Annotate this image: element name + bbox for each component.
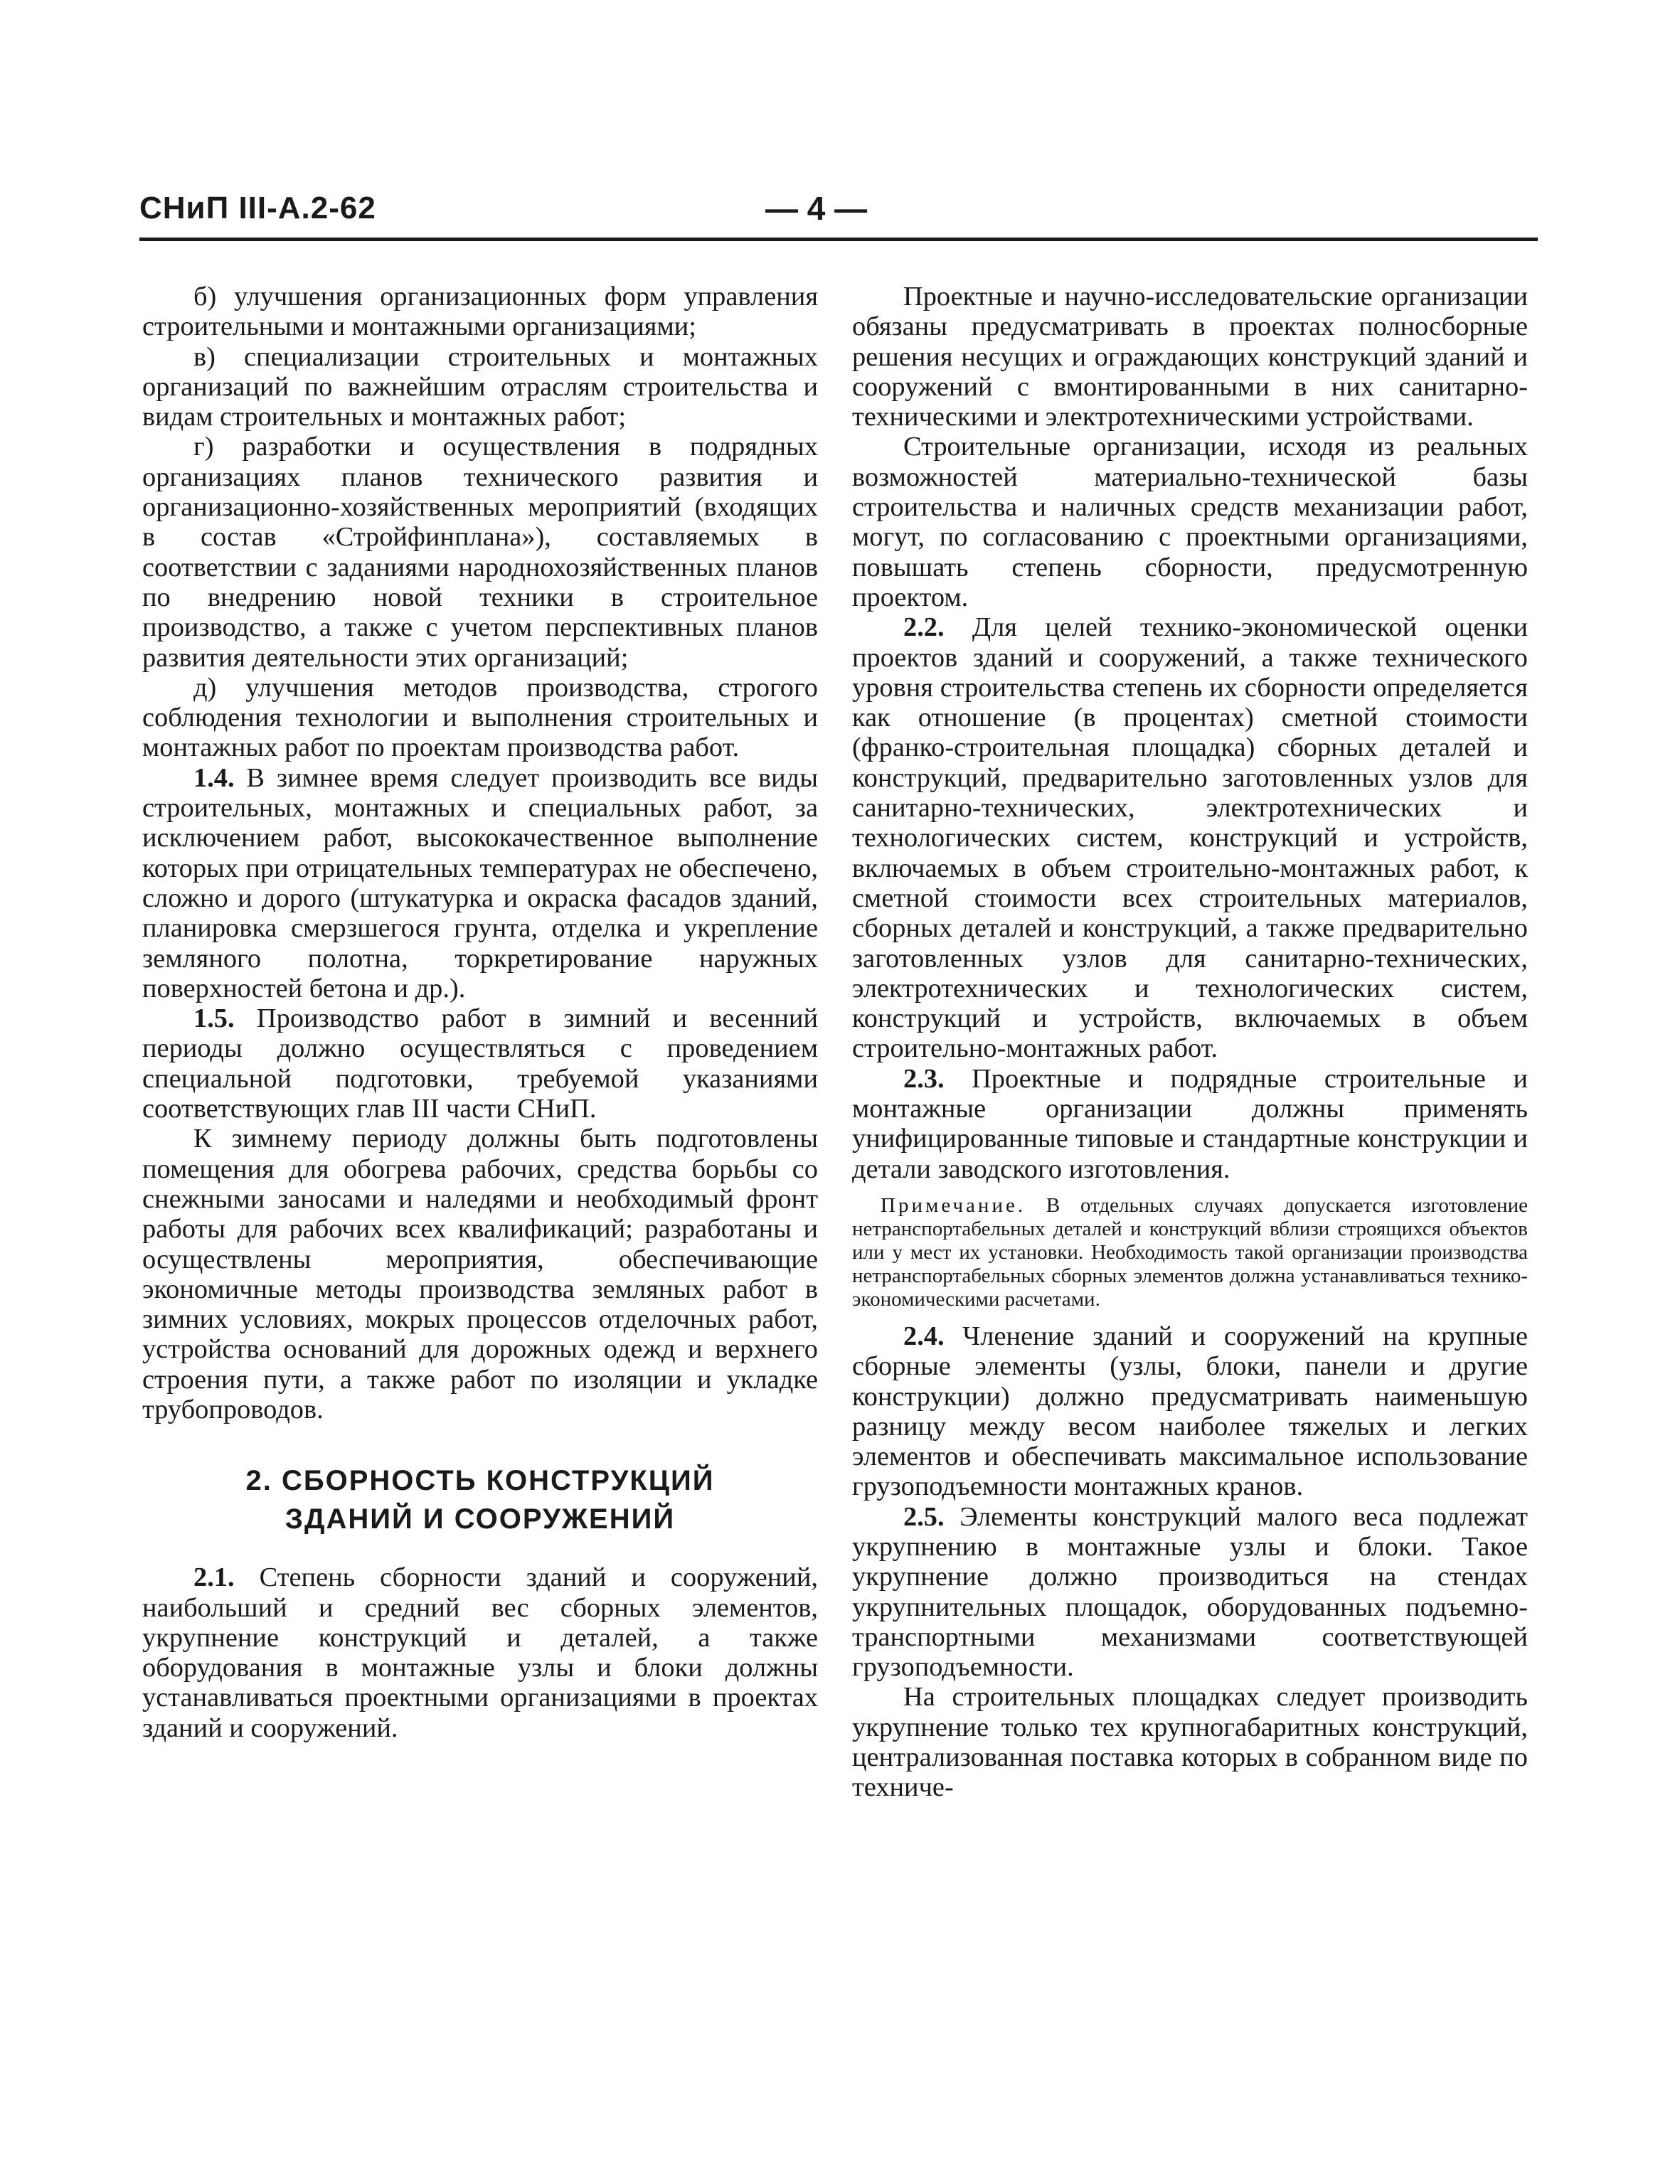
document-code: СНиП III-А.2-62 bbox=[139, 191, 376, 225]
clause-number: 2.5. bbox=[903, 1501, 945, 1532]
paragraph-design-organizations: Проектные и научно-исследовательские организации обязаны предусматривать в проектах полносборные решения несущих и ограждающих конструкций зданий и сооружений с вмонтированными в них санитарно-техническими и электротехническими устройствами. bbox=[852, 282, 1528, 432]
paragraph-construction-organizations: Строительные организации, исходя из реальных возможностей материально-технической базы строительства и наличных средств механизации работ, могут, по согласованию с проектными организациями, повышать степень сборности, предусмотренную проектом. bbox=[852, 432, 1528, 612]
clause-text: Проектные и подрядные строительные и монтажные организации должны применять унифицированные типовые и стандартные конструкции и детали заводского изготовления. bbox=[852, 1063, 1528, 1184]
paragraph-1-5 bbox=[142, 1003, 818, 1124]
paragraph-winter-preparation: К зимнему периоду должны быть подготовлены помещения для обогрева рабочих, средства борьбы со снежными заносами и наледями и необходимый фронт работы для рабочих всех квалификаций; разработаны и осуществлены мероприятия, обеспечивающие экономичные методы производства земляных работ в зимних условиях, мокрых процессов отделочных работ, устройства оснований для дорожных одежд и верхнего строения пути, а также работ по изоляции и укладке трубопроводов. bbox=[142, 1124, 818, 1424]
section-heading-line: ЗДАНИЙ И СООРУЖЕНИЙ bbox=[285, 1503, 676, 1535]
paragraph-2-5 bbox=[852, 1502, 1528, 1683]
paragraph-2-4 bbox=[852, 1321, 1528, 1502]
note-paragraph bbox=[852, 1194, 1528, 1311]
header-divider bbox=[139, 238, 1538, 241]
section-heading-line: 2. СБОРНОСТЬ КОНСТРУКЦИЙ bbox=[245, 1465, 715, 1497]
paragraph-item-v: в) специализации строительных и монтажных организаций по важнейшим отраслям строительства и видам строительных и монтажных работ; bbox=[142, 341, 818, 432]
paragraph-2-2 bbox=[852, 612, 1528, 1063]
clause-number: 2.2. bbox=[903, 612, 945, 643]
note-label: Примечание. bbox=[881, 1193, 1026, 1217]
paragraph-2-1 bbox=[142, 1562, 818, 1743]
paragraph-2-3 bbox=[852, 1064, 1528, 1184]
clause-number: 1.4. bbox=[193, 762, 235, 793]
clause-text: Членение зданий и сооружений на крупные сборные элементы (узлы, блоки, панели и другие конструкции) должно предусматривать наименьшую разницу между весом наиболее тяжелых и легких элементов и обеспечивать максимальное использование грузоподъемности монтажных кранов. bbox=[852, 1321, 1528, 1502]
paragraph-construction-sites: На строительных площадках следует производить укрупнение только тех крупногабаритных конструкций, централизованная поставка которых в собранном виде по техниче- bbox=[852, 1682, 1528, 1803]
clause-text: Для целей технико-экономической оценки проектов зданий и сооружений, а также технического уровня строительства степень их сборности определяется как отношение (в процентах) сметной стоимости (франко-строительная площадка) сборных деталей и конструкций, предварительно заготовленных узлов для санитарно-технических, электротехнических и технологических систем, конструкций и устройств, включаемых в объем строительно-монтажных работ, к сметной стоимости всех строительных материалов, сборных деталей и конструкций, а также предварительно заготовленных узлов для санитарно-технических, электротехнических и технологических систем, конструкций и устройств, включаемых в объем строительно-монтажных работ. bbox=[852, 612, 1528, 1064]
paragraph-item-b: б) улучшения организационных форм управления строительными и монтажными организациями; bbox=[142, 282, 818, 342]
note-text: В отдельных случаях допускается изготовление нетранспортабельных деталей и конструкций вблизи строящихся объектов или у мест их установки. Необходимость такой организации производства нетранспортабельных сборных элементов должна устанавливаться технико-экономическими расчетами. bbox=[852, 1193, 1528, 1311]
clause-text: Элементы конструкций малого веса подлежат укрупнению в монтажные узлы и блоки. Такое укрупнение должно производиться на стендах укрупнительных площадок, оборудованных подъемно-транспортными механизмами соответствующей грузоподъемности. bbox=[852, 1501, 1528, 1683]
paragraph-item-d: д) улучшения методов производства, строгого соблюдения технологии и выполнения строительных и монтажных работ по проектам производства работ. bbox=[142, 672, 818, 763]
left-column bbox=[142, 282, 818, 1743]
clause-number: 2.3. bbox=[903, 1063, 945, 1094]
section-heading bbox=[142, 1461, 818, 1538]
page-header bbox=[139, 191, 1536, 240]
clause-number: 2.1. bbox=[193, 1562, 235, 1593]
paragraph-1-4 bbox=[142, 763, 818, 1003]
clause-text: В зимнее время следует производить все виды строительных, монтажных и специальных работ, за исключением работ, высококачественное выполнение которых при отрицательных температурах не обеспечено, сложно и дорого (штукатурка и окраска фасадов зданий, планировка смерзшегося грунта, отделка и укрепление земляного полотна, торкретирование наружных поверхностей бетона и др.). bbox=[142, 762, 818, 1003]
clause-number: 2.4. bbox=[903, 1321, 945, 1351]
clause-text: Производство работ в зимний и весенний периоды должно осуществляться с проведением специальной подготовки, требуемой указаниями соответствующих глав III части СНиП. bbox=[142, 1003, 818, 1124]
paragraph-item-g: г) разработки и осуществления в подрядных организациях планов технического развития и организационно-хозяйственных мероприятий (входящих в состав «Стройфинплана»), составляемых в соответствии с заданиями народнохозяйственных планов по внедрению новой техники в строительное производство, а также с учетом перспективных планов развития деятельности этих организаций; bbox=[142, 432, 818, 673]
page-number: — 4 — bbox=[765, 190, 868, 227]
clause-text: Степень сборности зданий и сооружений, наибольший и средний вес сборных элементов, укрупнение конструкций и деталей, а также оборудования в монтажные узлы и блоки должны устанавливаться проектными организациями в проектах зданий и сооружений. bbox=[142, 1562, 818, 1743]
clause-number: 1.5. bbox=[193, 1003, 235, 1034]
right-column bbox=[852, 282, 1528, 1803]
